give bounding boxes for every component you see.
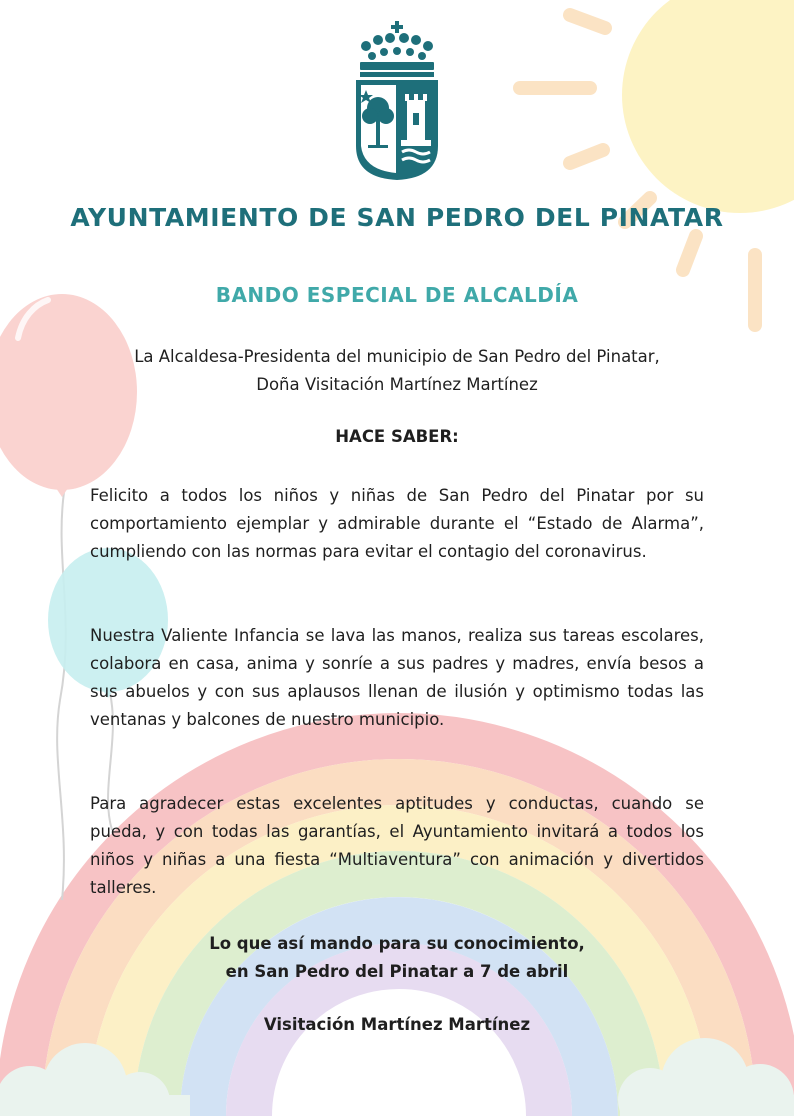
- sun-icon: [520, 0, 794, 325]
- body-paragraph: Felicito a todos los niños y niñas de San Pedro del Pinatar por su comportamiento ejemplar y admirable durante el “Estado de Alarma”, cumpliendo con las normas para evitar el contagio del coronavirus.: [90, 486, 704, 561]
- document-subtitle: BANDO ESPECIAL DE ALCALDÍA: [215, 283, 579, 307]
- announcement-heading: HACE SABER:: [335, 427, 459, 446]
- closing-line: en San Pedro del Pinatar a 7 de abril: [225, 962, 569, 981]
- page-title: AYUNTAMIENTO DE SAN PEDRO DEL PINATAR: [70, 203, 724, 232]
- intro-line: La Alcaldesa-Presidenta del municipio de San Pedro del Pinatar,: [134, 347, 660, 366]
- closing-block: [0, 930, 794, 986]
- body-paragraph: Para agradecer estas excelentes aptitudes y conductas, cuando se pueda, y con todas las garantías, el Ayuntamiento invitará a todos los niños y niñas a una fiesta “Multiaventura” con animación y divertidos talleres.: [90, 794, 704, 897]
- municipal-crest-icon: [352, 18, 442, 184]
- intro-block: [0, 343, 794, 399]
- closing-line: Lo que así mando para su conocimiento,: [209, 934, 585, 953]
- signature: Visitación Martínez Martínez: [263, 1015, 531, 1034]
- intro-line: Doña Visitación Martínez Martínez: [256, 375, 538, 394]
- body-paragraph: Nuestra Valiente Infancia se lava las manos, realiza sus tareas escolares, colabora en casa, anima y sonríe a sus padres y madres, envía besos a sus abuelos y con sus aplausos llenan de ilusión y optimismo todas las ventanas y balcones de nuestro municipio.: [90, 626, 704, 729]
